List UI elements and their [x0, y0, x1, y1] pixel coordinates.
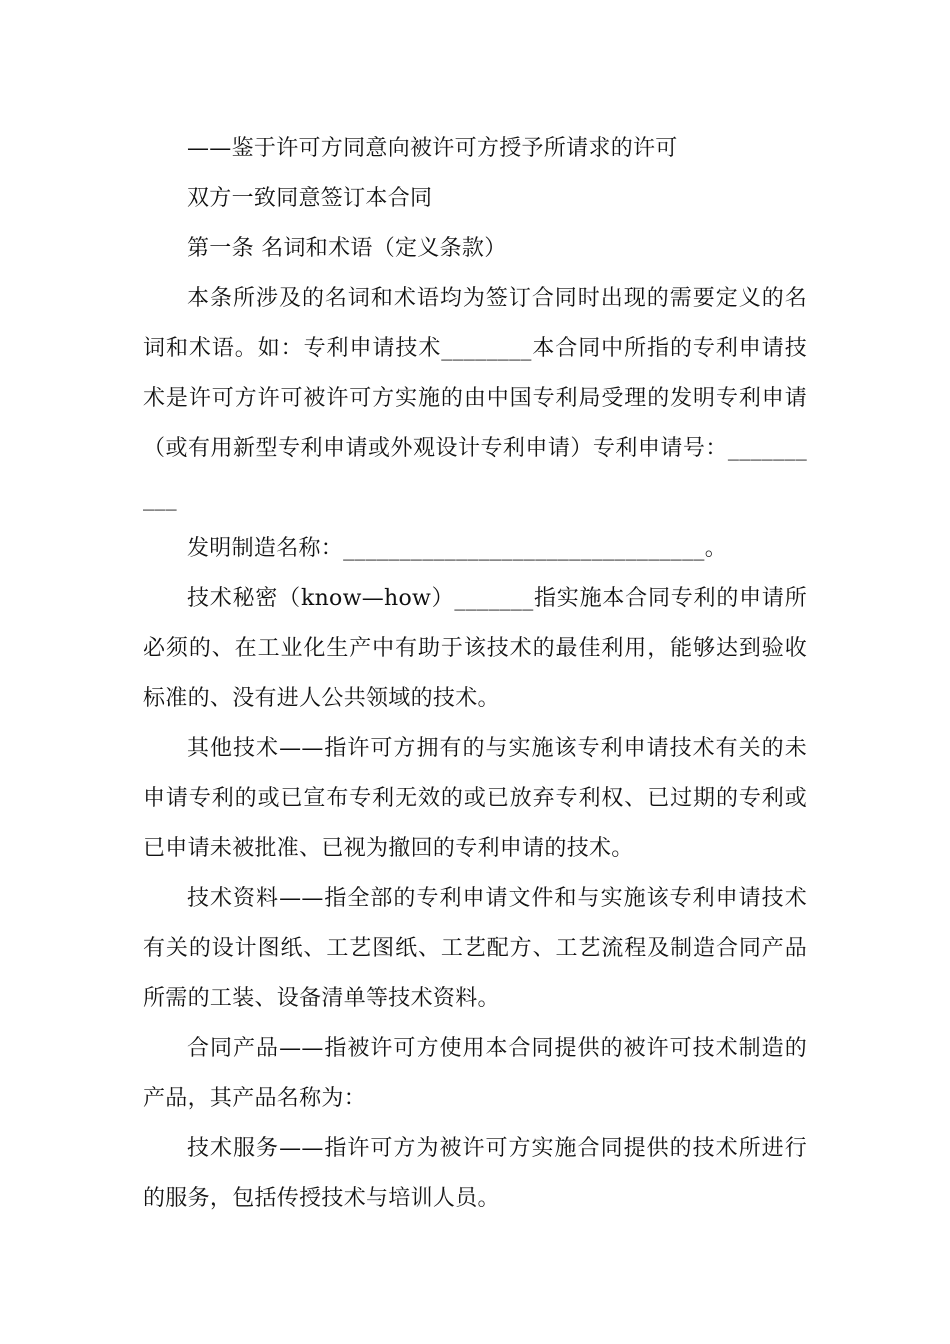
- paragraph-contract-product: 合同产品——指被许可方使用本合同提供的被许可技术制造的产品，其产品名称为：: [143, 1036, 807, 1111]
- paragraph-terms-definition: 本条所涉及的名词和术语均为签订合同时出现的需要定义的名词和术语。如：专利申请技术________本合同中所指的专利申请技术是许可方许可被许可方实施的由中国专利局受理的发明专利申请（或有用新型专利申请或外观设计专利申请）专利申请号：__________: [143, 286, 807, 511]
- paragraph-technical-data: 技术资料——指全部的专利申请文件和与实施该专利申请技术有关的设计图纸、工艺图纸、工艺配方、工艺流程及制造合同产品所需的工装、设备清单等技术资料。: [143, 886, 807, 1011]
- paragraph-agreement: 双方一致同意签订本合同: [187, 186, 433, 211]
- document-page: [143, 124, 807, 1224]
- paragraph-other-technology: 其他技术——指许可方拥有的与实施该专利申请技术有关的未申请专利的或已宣布专利无效的或已放弃专利权、已过期的专利或已申请未被批准、已视为撤回的专利申请的技术。: [143, 736, 807, 861]
- paragraph-know-how: 技术秘密（know—how）_______指实施本合同专利的申请所必须的、在工业化生产中有助于该技术的最佳利用，能够达到验收标准的、没有进人公共领域的技术。: [143, 586, 807, 711]
- paragraph-invention-name: 发明制造名称：________________________________。: [187, 536, 728, 561]
- paragraph-technical-service: 技术服务——指许可方为被许可方实施合同提供的技术所进行的服务，包括传授技术与培训人员。: [143, 1136, 807, 1211]
- paragraph-license-grant: ——鉴于许可方同意向被许可方授予所请求的许可: [187, 136, 678, 161]
- article-1-heading: 第一条 名词和术语（定义条款）: [187, 236, 507, 261]
